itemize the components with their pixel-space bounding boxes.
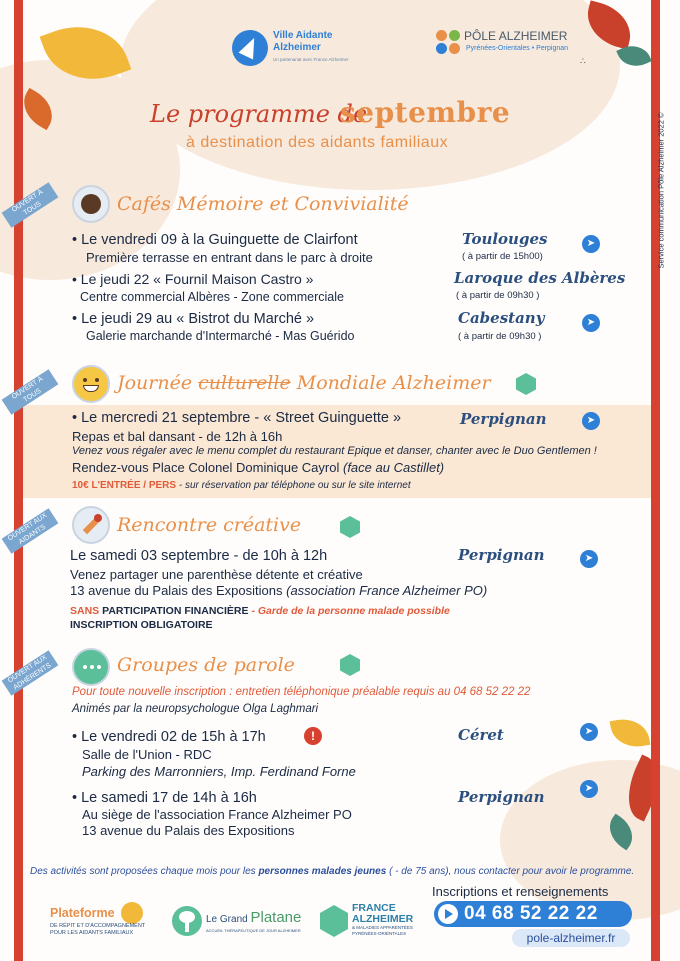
cafe-event-1-main: • Le vendredi 09 à la Guinguette de Clairfont: [72, 232, 358, 248]
plateforme-logo-sub: [50, 923, 145, 937]
grand-platane-a: Le Grand: [206, 914, 248, 925]
ribbon-ouvert-adherents: OUVERT AUX ADHÉRENTS: [2, 650, 59, 696]
rencontre-main: Le samedi 03 septembre - de 10h à 12h: [70, 548, 328, 564]
journee-title-before: Journée: [117, 372, 193, 394]
france-alzheimer-logo-icon: [320, 905, 348, 937]
plateforme-logo-title: Plateforme: [50, 906, 115, 920]
footer-note-a: Des activités sont proposées chaque mois pour les: [30, 866, 259, 877]
left-red-bar: [14, 0, 23, 961]
groupes-ev1-l3: Parking des Marronniers, Imp. Ferdinand Forne: [82, 764, 356, 779]
france-alzheimer-logo-text: [352, 903, 413, 925]
pole-logo-squares: [436, 30, 460, 41]
grand-platane-sub: ACCUEIL THÉRAPEUTIQUE DE JOUR ALZHEIMER: [206, 928, 301, 933]
footer-note-c: ( - de 75 ans), nous contacter pour avoir le programme.: [386, 866, 635, 877]
journee-title-struck: culturelle: [198, 372, 291, 394]
coffee-cup-icon: [72, 185, 110, 223]
ville-logo-tagline: Un partenariat avec France Alzheimer: [273, 57, 349, 62]
section-title-rencontre: Rencontre créative: [117, 514, 302, 536]
navigation-arrow-icon[interactable]: ➤: [582, 235, 600, 253]
cafe-event-2-time: ( à partir de 09h30 ): [456, 290, 540, 301]
website-link[interactable]: pole-alzheimer.fr: [512, 929, 630, 947]
footer-note-b: personnes malades jeunes: [258, 866, 387, 877]
navigation-arrow-icon[interactable]: ➤: [580, 550, 598, 568]
pole-logo-sub: Pyrénées-Orientales • Perpignan: [466, 45, 569, 52]
page-subtitle: à destination des aidants familiaux: [186, 134, 449, 151]
rencontre-inscription: INSCRIPTION OBLIGATOIRE: [70, 619, 213, 631]
grand-platane-b: Platane: [250, 909, 302, 926]
cafe-event-3-time: ( à partir de 09h30 ): [458, 331, 542, 342]
navigation-arrow-icon[interactable]: ➤: [582, 412, 600, 430]
rencontre-participation: PARTICIPATION FINANCIÈRE: [99, 605, 249, 617]
cafe-event-3-sub: Galerie marchande d'Intermarché - Mas Guérido: [86, 329, 355, 343]
rencontre-line3-b: (association France Alzheimer PO): [286, 583, 488, 598]
cafe-event-2-sub: Centre commercial Albères - Zone commerciale: [80, 290, 344, 304]
journee-line4: [72, 460, 444, 475]
side-credit: Service communication Pôle Alzheimer 2022 ©: [656, 112, 666, 269]
rencontre-line2: Venez partager une parenthèse détente et créative: [70, 567, 363, 582]
pole-alzheimer-logo: [436, 30, 460, 54]
section-title-journee: [117, 372, 491, 394]
navigation-arrow-icon[interactable]: ➤: [580, 780, 598, 798]
footer-note: [30, 866, 634, 877]
pole-logo-title: PÔLE ALZHEIMER: [464, 29, 568, 43]
ville-aidante-logo-text: [273, 30, 349, 66]
grand-platane-logo: [206, 909, 301, 926]
journee-title-after: Mondiale Alzheimer: [296, 372, 491, 394]
groupes-ev1-place: Céret: [458, 726, 504, 744]
rencontre-place: Perpignan: [458, 546, 545, 564]
rencontre-cost-line: [70, 605, 450, 617]
groupes-ev1-main: • Le vendredi 02 de 15h à 17h: [72, 729, 266, 745]
ribbon-ouvert-tous: OUVERT À TOUS: [2, 182, 59, 228]
france-alz-sub2: PYRÉNÉES-ORIENTALES: [352, 931, 407, 936]
cafe-event-1-sub: Première terrasse en entrant dans le parc à droite: [86, 250, 373, 265]
groupes-ev1-l2: Salle de l'Union - RDC: [82, 747, 212, 762]
hexagon-icon: [340, 516, 360, 538]
cafe-event-2-place: Laroque des Albères: [454, 269, 626, 287]
plateforme-sub1: DE RÉPIT ET D'ACCOMPAGNEMENT: [50, 923, 146, 929]
journee-price-line: [72, 480, 411, 491]
journee-line4-b: (face au Castillet): [342, 460, 445, 475]
inscriptions-label: Inscriptions et renseignements: [432, 884, 609, 899]
rencontre-line3: [70, 583, 487, 598]
journee-place: Perpignan: [460, 410, 547, 428]
paintbrush-icon: [72, 506, 110, 544]
journee-line3: Venez vous régaler avec le menu complet du restaurant Epique et danser, chanter avec le Duo Gentlemen !: [72, 445, 597, 457]
section-title-groupes: Groupes de parole: [117, 654, 295, 676]
plateforme-logo-icon: [121, 902, 143, 924]
cafe-event-1-place: Toulouges: [462, 230, 548, 248]
dots-decoration: ∴: [580, 56, 587, 66]
play-icon: [438, 904, 458, 924]
page-title-month: septembre: [340, 96, 511, 129]
smiley-icon: [72, 365, 110, 403]
france-alz-l1: FRANCE: [352, 902, 396, 914]
rencontre-sans: SANS: [70, 605, 100, 617]
cafe-event-2-main: • Le jeudi 22 « Fournil Maison Castro »: [72, 271, 314, 287]
alert-icon: !: [304, 727, 322, 745]
rencontre-garde: - Garde de la personne malade possible: [248, 605, 450, 617]
page-title-prefix: Le programme de: [150, 100, 368, 128]
rencontre-line3-a: 13 avenue du Palais des Expositions: [70, 583, 283, 598]
cafe-event-3-place: Cabestany: [458, 309, 545, 327]
ville-logo-line1: Ville Aidante: [273, 30, 333, 41]
section-title-cafes: Cafés Mémoire et Convivialité: [117, 193, 409, 215]
phone-number: 04 68 52 22 22: [464, 903, 598, 924]
tree-logo-icon: [172, 906, 202, 936]
cafe-event-3-main: • Le jeudi 29 au « Bistrot du Marché »: [72, 311, 315, 327]
france-alz-l2: ALZHEIMER: [352, 913, 414, 925]
ville-logo-line2: Alzheimer: [273, 42, 321, 53]
groupes-ev2-place: Perpignan: [458, 788, 545, 806]
groupes-ev2-main: • Le samedi 17 de 14h à 16h: [72, 790, 257, 806]
ribbon-ouvert-tous-2: OUVERT À TOUS: [2, 369, 59, 415]
groupes-note2: Animés par la neuropsychologue Olga Laghmari: [72, 703, 319, 715]
plateforme-sub2: POUR LES AIDANTS FAMILIAUX: [50, 930, 134, 936]
france-alzheimer-sub: [352, 925, 413, 937]
ribbon-ouvert-aidants: OUVERT AUX AIDANTS: [2, 508, 59, 554]
hexagon-icon: [340, 654, 360, 676]
navigation-arrow-icon[interactable]: ➤: [580, 723, 598, 741]
journee-line4-a: Rendez-vous Place Colonel Dominique Cayrol: [72, 460, 340, 475]
groupes-note1: Pour toute nouvelle inscription : entretien téléphonique préalable requis au 04 68 52 22 22: [72, 686, 531, 698]
france-alz-sub1: & MALADIES APPARENTÉES: [352, 925, 413, 930]
groupes-ev2-l3: 13 avenue du Palais des Expositions: [82, 823, 295, 838]
cafe-event-1-time: ( à partir de 15h00): [462, 251, 543, 262]
hexagon-icon: [516, 373, 536, 395]
chat-bubble-icon: [72, 648, 110, 686]
groupes-ev2-l2: Au siège de l'association France Alzheimer PO: [82, 807, 352, 822]
navigation-arrow-icon[interactable]: ➤: [582, 314, 600, 332]
journee-main: • Le mercredi 21 septembre - « Street Guinguette »: [72, 410, 402, 426]
leaf-yellow-bottom-icon: [610, 715, 651, 751]
journee-price-note: - sur réservation par téléphone ou sur le site internet: [176, 480, 411, 491]
journee-price: 10€ L'ENTRÉE / PERS: [72, 480, 177, 491]
journee-line2: Repas et bal dansant - de 12h à 16h: [72, 429, 283, 444]
ville-aidante-logo-icon: [232, 30, 268, 66]
phone-pill[interactable]: [434, 901, 632, 927]
